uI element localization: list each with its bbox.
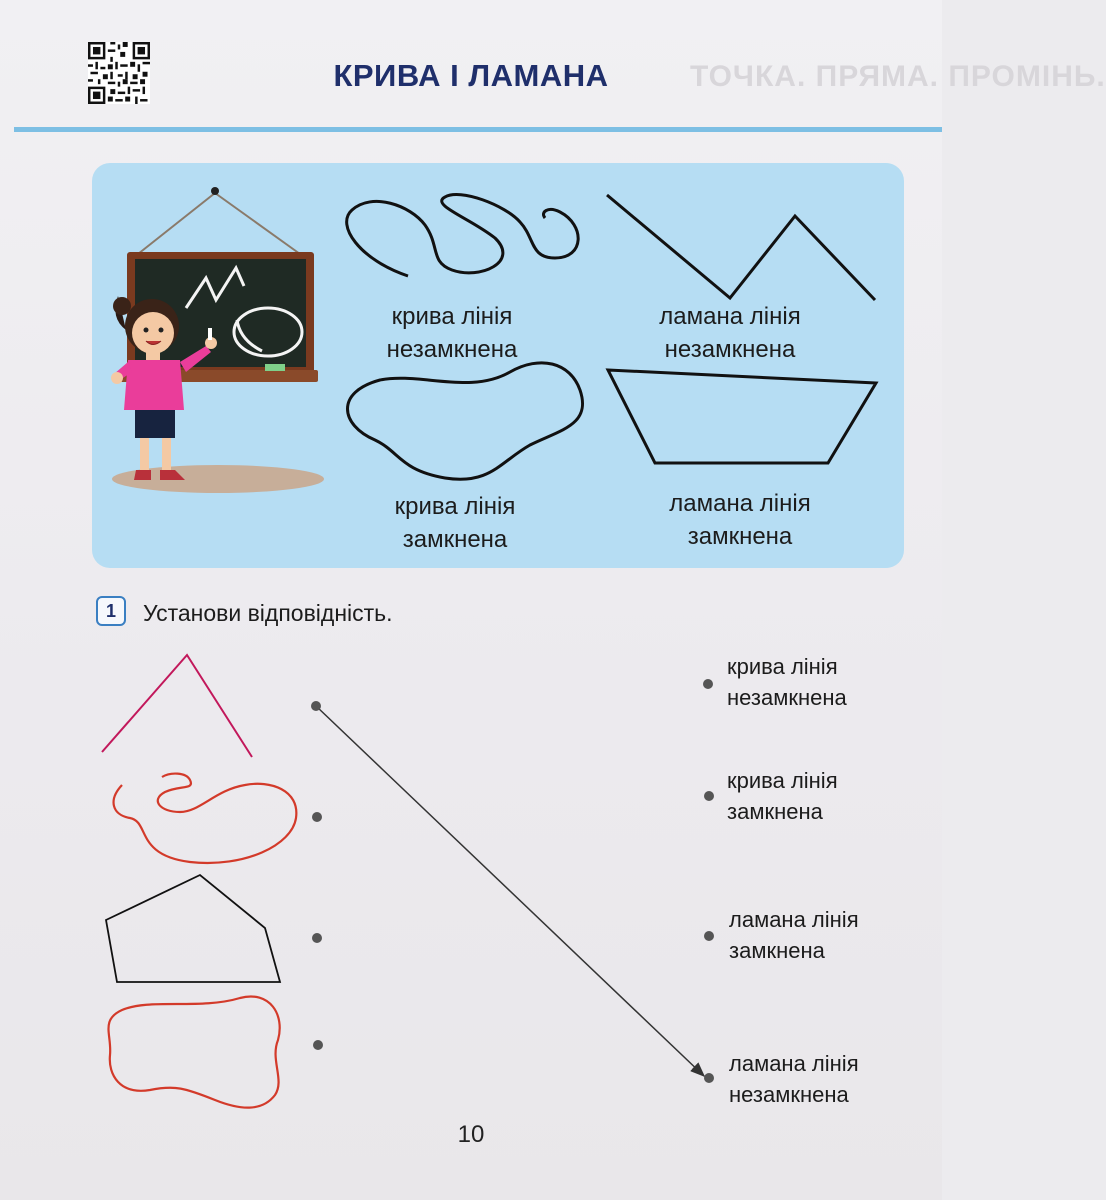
page-title: КРИВА І ЛАМАНА	[333, 58, 609, 93]
exercise-number-badge: 1	[96, 596, 126, 626]
exercise-shape-broken-closed	[106, 875, 280, 982]
exercise-shape-curve-closed	[109, 996, 280, 1107]
option-broken-closed: ламана лінія замкнена	[729, 907, 859, 963]
exercise-instruction: Установи відповідність.	[143, 600, 393, 626]
option-connector-dot-3[interactable]	[704, 931, 714, 941]
faded-heading: ТОЧКА. ПРЯМА. ПРОМІНЬ.	[690, 60, 1106, 93]
example-match-arrow	[316, 706, 704, 1076]
label-broken-closed: ламана лінія замкнена	[669, 490, 811, 550]
example-broken-open	[607, 195, 875, 300]
shape-connector-dot-4[interactable]	[313, 1040, 323, 1050]
label-curve-open: крива лінія незамкнена	[386, 303, 518, 363]
option-curve-closed: крива лінія замкнена	[727, 768, 838, 824]
label-broken-open: ламана лінія незамкнена	[659, 303, 801, 363]
shape-connector-dot-2[interactable]	[312, 812, 322, 822]
shape-connector-dot-3[interactable]	[312, 933, 322, 943]
exercise-shape-broken-open	[102, 655, 252, 757]
label-curve-closed: крива лінія замкнена	[394, 493, 516, 553]
exercise-shape-curve-open	[114, 774, 297, 863]
option-connector-dot-2[interactable]	[704, 791, 714, 801]
chalkboard-girl-illustration	[111, 187, 324, 493]
option-connector-dot-1[interactable]	[703, 679, 713, 689]
example-curve-open	[347, 195, 578, 276]
option-broken-open: ламана лінія незамкнена	[729, 1051, 859, 1107]
option-curve-open: крива лінія незамкнена	[727, 654, 847, 710]
example-broken-closed	[608, 370, 876, 463]
page-number: 10	[457, 1121, 485, 1148]
example-curve-closed	[348, 363, 583, 479]
option-connector-dot-4[interactable]	[704, 1073, 714, 1083]
shape-connector-dot-1[interactable]	[311, 701, 321, 711]
